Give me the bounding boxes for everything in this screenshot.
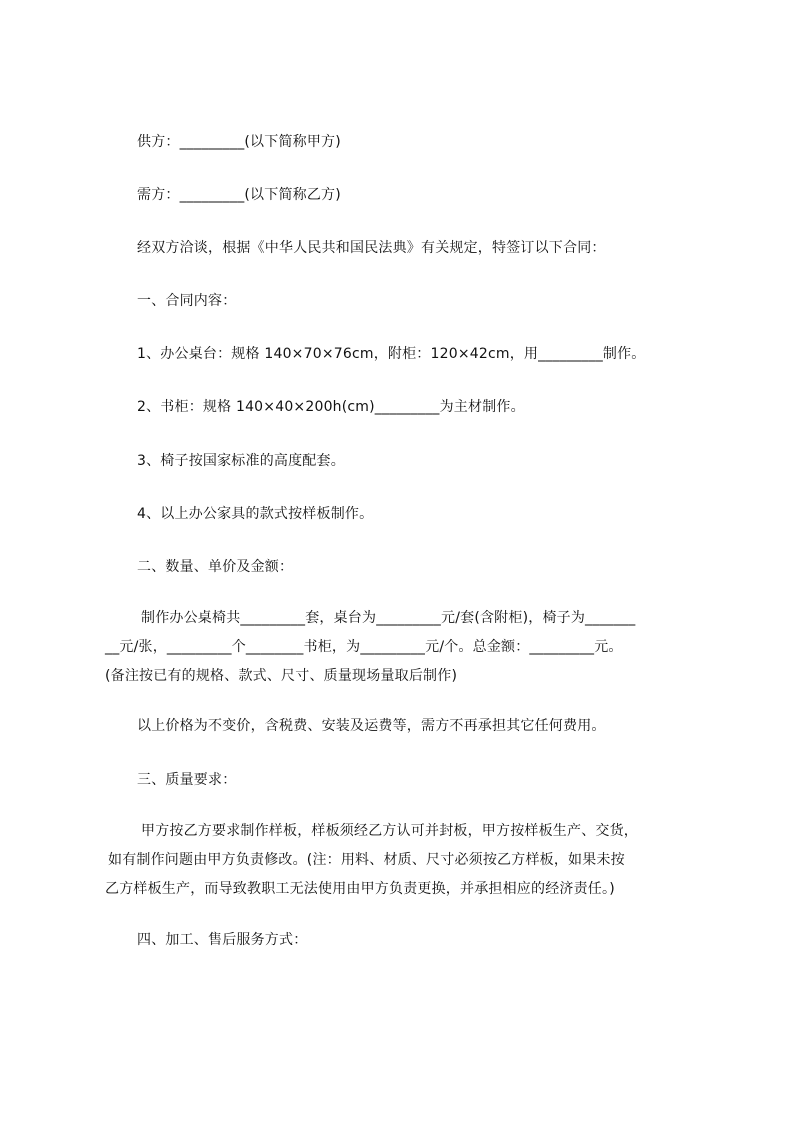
quantity-line: 制作办公桌椅共_________套，桌台为_________元/套(含附柜)，椅子为_______ <box>141 610 636 626</box>
item-style: 4、以上办公家具的款式按样板制作。 <box>137 506 374 522</box>
section-title-service: 四、加工、售后服务方式： <box>137 932 308 948</box>
intro-paragraph: 经双方洽谈，根据《中华人民共和国民法典》有关规定，特签订以下合同： <box>137 240 606 256</box>
buyer-line: 需方：_________(以下简称乙方) <box>137 187 341 203</box>
item-chair: 3、椅子按国家标准的高度配套。 <box>137 453 345 469</box>
quantity-paragraph <box>105 604 635 691</box>
quantity-line: (备注按已有的规格、款式、尺寸、质量现场量取后制作) <box>105 668 458 684</box>
quantity-line: __元/张，_________个________书柜，为_________元/个。总金额：_________元。 <box>105 639 623 655</box>
price-note: 以上价格为不变价，含税费、安装及运费等，需方不再承担其它任何费用。 <box>137 718 606 734</box>
section-title-quality: 三、质量要求： <box>137 772 237 788</box>
section-title-quantity: 二、数量、单价及金额： <box>137 559 294 575</box>
supplier-line: 供方：_________(以下简称甲方) <box>137 134 341 150</box>
item-desk: 1、办公桌台：规格 140×70×76cm，附柜：120×42cm，用_________制作。 <box>137 346 646 362</box>
quality-paragraph <box>105 817 638 904</box>
quality-line: 如有制作问题由甲方负责修改。(注：用料、材质、尺寸必须按乙方样板，如果未按 <box>108 852 625 868</box>
item-bookcase: 2、书柜：规格 140×40×200h(cm)_________为主材制作。 <box>137 399 525 415</box>
quality-line: 甲方按乙方要求制作样板，样板须经乙方认可并封板，甲方按样板生产、交货， <box>141 823 638 839</box>
quality-line: 乙方样板生产，而导致教职工无法使用由甲方负责更换，并承担相应的经济责任。) <box>105 881 615 897</box>
section-title-contract-content: 一、合同内容： <box>137 293 237 309</box>
